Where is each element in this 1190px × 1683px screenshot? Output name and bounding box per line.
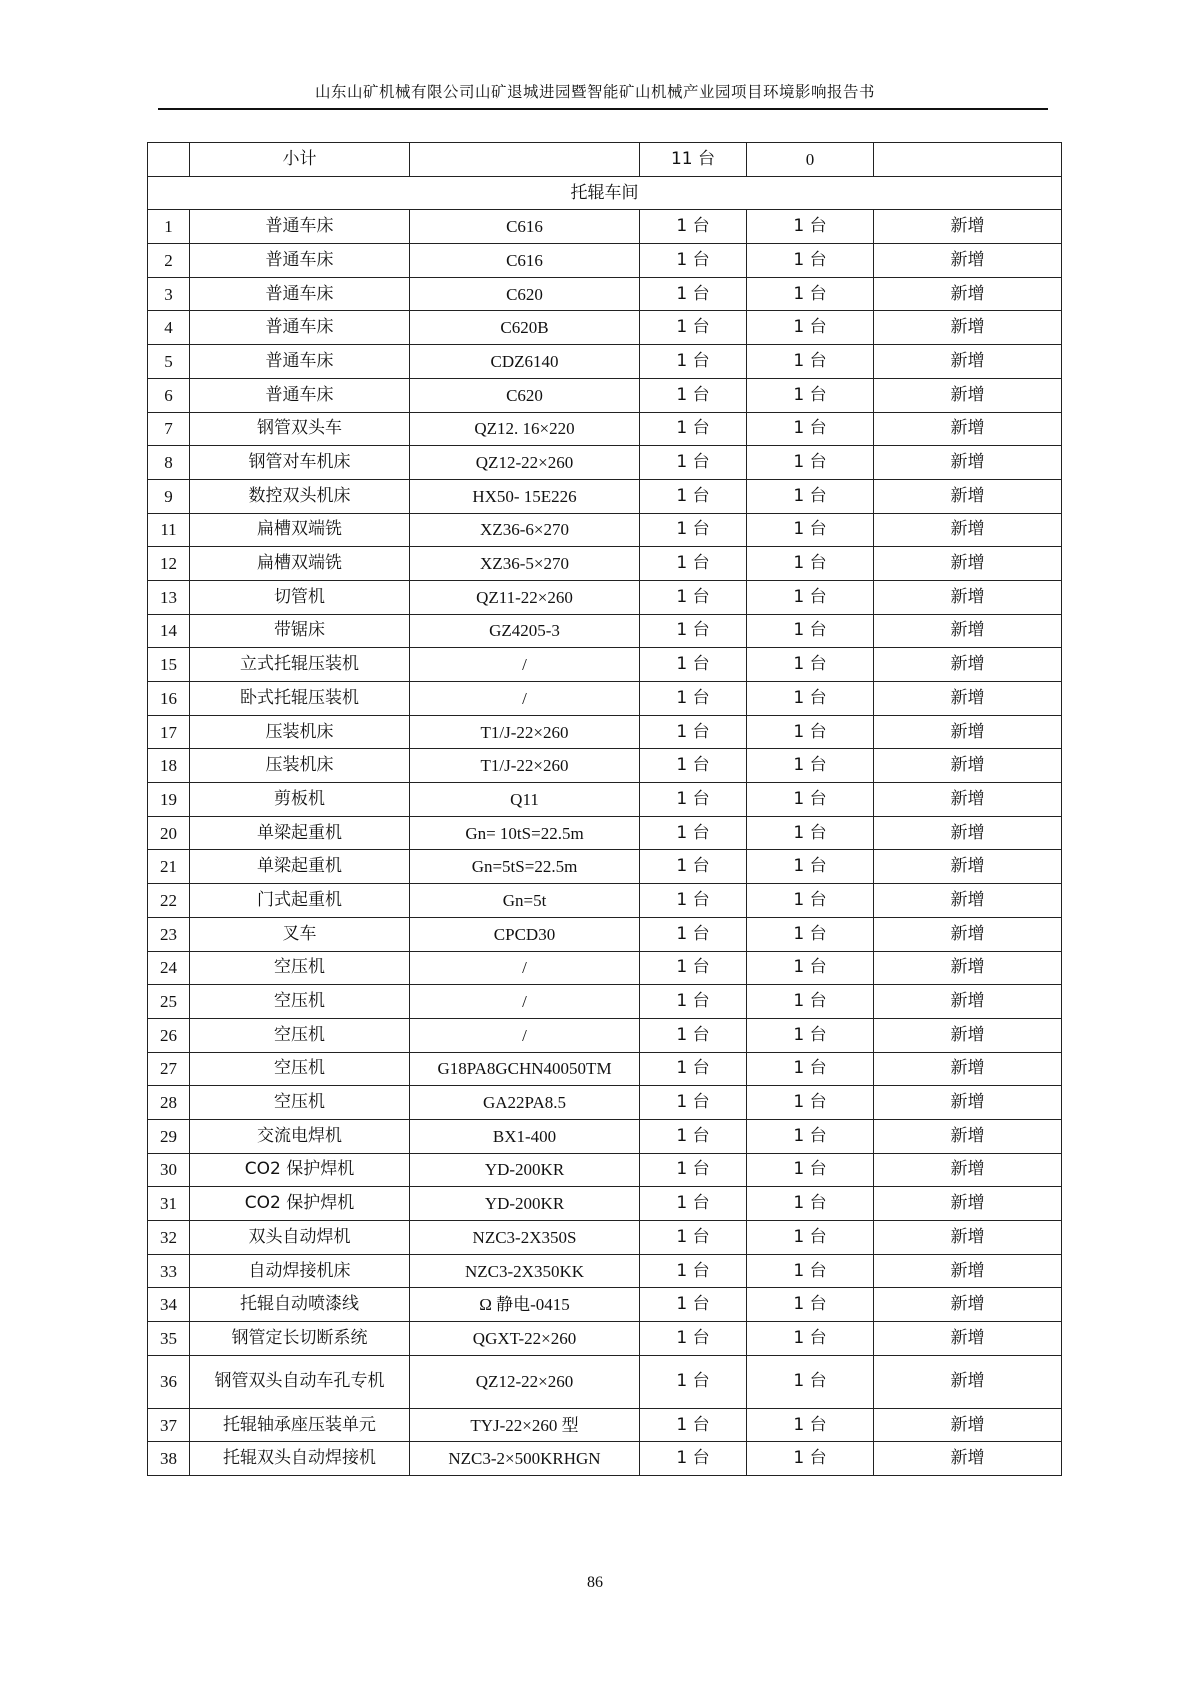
header-rule xyxy=(158,108,1048,110)
equipment-model: GZ4205-3 xyxy=(410,614,640,648)
quantity-existing: 1 台 xyxy=(640,580,747,614)
quantity-new: 1 台 xyxy=(747,345,874,379)
quantity-new: 1 台 xyxy=(747,715,874,749)
equipment-model: QGXT-22×260 xyxy=(410,1322,640,1356)
row-number: 15 xyxy=(148,648,190,682)
row-number: 11 xyxy=(148,513,190,547)
remark: 新增 xyxy=(874,1187,1062,1221)
table-row xyxy=(148,479,1062,513)
quantity-new: 1 台 xyxy=(747,1119,874,1153)
quantity-new: 1 台 xyxy=(747,479,874,513)
quantity-existing: 1 台 xyxy=(640,614,747,648)
equipment-model: / xyxy=(410,648,640,682)
quantity-new: 1 台 xyxy=(747,244,874,278)
remark: 新增 xyxy=(874,614,1062,648)
equipment-name: 双头自动焊机 xyxy=(190,1221,410,1255)
equipment-name: 切管机 xyxy=(190,580,410,614)
row-number: 31 xyxy=(148,1187,190,1221)
row-number: 26 xyxy=(148,1018,190,1052)
equipment-model: Gn=5tS=22.5m xyxy=(410,850,640,884)
table-row xyxy=(148,412,1062,446)
equipment-name: CO2 保护焊机 xyxy=(190,1153,410,1187)
quantity-existing: 1 台 xyxy=(640,1355,747,1408)
quantity-new: 1 台 xyxy=(747,985,874,1019)
table-row xyxy=(148,311,1062,345)
table-row xyxy=(148,1288,1062,1322)
row-number: 16 xyxy=(148,682,190,716)
equipment-model: XZ36-5×270 xyxy=(410,547,640,581)
quantity-existing: 1 台 xyxy=(640,884,747,918)
subtotal-label: 小计 xyxy=(190,143,410,177)
row-number: 28 xyxy=(148,1086,190,1120)
quantity-new: 1 台 xyxy=(747,1052,874,1086)
equipment-name: 叉车 xyxy=(190,917,410,951)
quantity-new: 1 台 xyxy=(747,513,874,547)
equipment-model: BX1-400 xyxy=(410,1119,640,1153)
quantity-existing: 1 台 xyxy=(640,547,747,581)
page-number: 86 xyxy=(587,1574,603,1591)
table-row xyxy=(148,749,1062,783)
equipment-model: XZ36-6×270 xyxy=(410,513,640,547)
equipment-name: 托辊自动喷漆线 xyxy=(190,1288,410,1322)
equipment-model: NZC3-2X350S xyxy=(410,1221,640,1255)
quantity-new: 1 台 xyxy=(747,311,874,345)
equipment-model: CPCD30 xyxy=(410,917,640,951)
quantity-new: 1 台 xyxy=(747,783,874,817)
table-row xyxy=(148,614,1062,648)
quantity-existing: 1 台 xyxy=(640,816,747,850)
quantity-new: 1 台 xyxy=(747,749,874,783)
subtotal-row xyxy=(148,143,1062,177)
quantity-new: 1 台 xyxy=(747,378,874,412)
equipment-name: 钢管双头自动车孔专机 xyxy=(190,1355,410,1408)
equipment-model: QZ12-22×260 xyxy=(410,446,640,480)
equipment-model: G18PA8GCHN40050TM xyxy=(410,1052,640,1086)
remark: 新增 xyxy=(874,580,1062,614)
quantity-existing: 1 台 xyxy=(640,378,747,412)
row-number: 8 xyxy=(148,446,190,480)
row-number: 23 xyxy=(148,917,190,951)
quantity-existing: 1 台 xyxy=(640,1288,747,1322)
equipment-name: 空压机 xyxy=(190,1086,410,1120)
quantity-existing: 1 台 xyxy=(640,1153,747,1187)
quantity-new: 1 台 xyxy=(747,1153,874,1187)
row-number: 29 xyxy=(148,1119,190,1153)
quantity-new: 1 台 xyxy=(747,210,874,244)
row-number: 35 xyxy=(148,1322,190,1356)
equipment-model: TYJ-22×260 型 xyxy=(410,1408,640,1442)
equipment-name: 数控双头机床 xyxy=(190,479,410,513)
equipment-model: Gn= 10tS=22.5m xyxy=(410,816,640,850)
equipment-name: 立式托辊压装机 xyxy=(190,648,410,682)
table-row xyxy=(148,1442,1062,1476)
document-header-title: 山东山矿机械有限公司山矿退城进园暨智能矿山机械产业园项目环境影响报告书 xyxy=(314,83,875,101)
quantity-existing: 1 台 xyxy=(640,850,747,884)
quantity-existing: 1 台 xyxy=(640,345,747,379)
quantity-existing: 1 台 xyxy=(640,1322,747,1356)
remark: 新增 xyxy=(874,715,1062,749)
table-row xyxy=(148,244,1062,278)
table-row xyxy=(148,850,1062,884)
table-row xyxy=(148,446,1062,480)
equipment-name: 普通车床 xyxy=(190,277,410,311)
row-number: 14 xyxy=(148,614,190,648)
quantity-new: 1 台 xyxy=(747,850,874,884)
table-row xyxy=(148,917,1062,951)
equipment-name: 钢管对车机床 xyxy=(190,446,410,480)
table-row xyxy=(148,1119,1062,1153)
quantity-new: 1 台 xyxy=(747,951,874,985)
remark: 新增 xyxy=(874,884,1062,918)
quantity-existing: 1 台 xyxy=(640,479,747,513)
equipment-name: 扁槽双端铣 xyxy=(190,513,410,547)
table-row xyxy=(148,378,1062,412)
equipment-model: GA22PA8.5 xyxy=(410,1086,640,1120)
table-row xyxy=(148,1254,1062,1288)
equipment-name: 空压机 xyxy=(190,1052,410,1086)
equipment-model: / xyxy=(410,985,640,1019)
row-number: 25 xyxy=(148,985,190,1019)
equipment-name: 单梁起重机 xyxy=(190,850,410,884)
remark: 新增 xyxy=(874,682,1062,716)
row-number: 36 xyxy=(148,1355,190,1408)
row-number: 24 xyxy=(148,951,190,985)
table-row xyxy=(148,648,1062,682)
row-number: 27 xyxy=(148,1052,190,1086)
table-row xyxy=(148,884,1062,918)
table-row xyxy=(148,580,1062,614)
quantity-existing: 1 台 xyxy=(640,412,747,446)
row-number: 30 xyxy=(148,1153,190,1187)
row-number: 32 xyxy=(148,1221,190,1255)
quantity-existing: 1 台 xyxy=(640,783,747,817)
row-number: 21 xyxy=(148,850,190,884)
quantity-new: 1 台 xyxy=(747,648,874,682)
row-number: 6 xyxy=(148,378,190,412)
quantity-new: 1 台 xyxy=(747,277,874,311)
equipment-model: NZC3-2×500KRHGN xyxy=(410,1442,640,1476)
subtotal-model xyxy=(410,143,640,177)
quantity-existing: 1 台 xyxy=(640,951,747,985)
quantity-new: 1 台 xyxy=(747,884,874,918)
equipment-model: YD-200KR xyxy=(410,1153,640,1187)
equipment-name: 带锯床 xyxy=(190,614,410,648)
quantity-existing: 1 台 xyxy=(640,244,747,278)
table-row xyxy=(148,547,1062,581)
quantity-new: 1 台 xyxy=(747,446,874,480)
row-number: 37 xyxy=(148,1408,190,1442)
equipment-name: 普通车床 xyxy=(190,345,410,379)
row-number: 7 xyxy=(148,412,190,446)
table-row xyxy=(148,513,1062,547)
table-row xyxy=(148,210,1062,244)
remark: 新增 xyxy=(874,345,1062,379)
equipment-model: Ω 静电-0415 xyxy=(410,1288,640,1322)
table-row xyxy=(148,1355,1062,1408)
equipment-name: 托辊轴承座压装单元 xyxy=(190,1408,410,1442)
row-number: 33 xyxy=(148,1254,190,1288)
equipment-name: 普通车床 xyxy=(190,210,410,244)
row-number: 20 xyxy=(148,816,190,850)
quantity-new: 1 台 xyxy=(747,1322,874,1356)
remark: 新增 xyxy=(874,1018,1062,1052)
row-number: 34 xyxy=(148,1288,190,1322)
quantity-existing: 1 台 xyxy=(640,513,747,547)
equipment-name: 单梁起重机 xyxy=(190,816,410,850)
row-number: 22 xyxy=(148,884,190,918)
equipment-model: / xyxy=(410,1018,640,1052)
row-number: 9 xyxy=(148,479,190,513)
equipment-table-body xyxy=(148,143,1062,1476)
table-row xyxy=(148,1408,1062,1442)
equipment-name: 空压机 xyxy=(190,985,410,1019)
quantity-new: 1 台 xyxy=(747,1187,874,1221)
quantity-new: 1 台 xyxy=(747,1086,874,1120)
remark: 新增 xyxy=(874,850,1062,884)
remark: 新增 xyxy=(874,1442,1062,1476)
table-row xyxy=(148,1052,1062,1086)
equipment-model: T1/J-22×260 xyxy=(410,715,640,749)
quantity-existing: 1 台 xyxy=(640,1221,747,1255)
equipment-model: QZ12-22×260 xyxy=(410,1355,640,1408)
table-row xyxy=(148,1187,1062,1221)
quantity-existing: 1 台 xyxy=(640,1442,747,1476)
quantity-existing: 1 台 xyxy=(640,1254,747,1288)
section-title: 托辊车间 xyxy=(148,176,1062,210)
remark: 新增 xyxy=(874,479,1062,513)
quantity-existing: 1 台 xyxy=(640,1052,747,1086)
remark: 新增 xyxy=(874,446,1062,480)
table-row xyxy=(148,277,1062,311)
remark: 新增 xyxy=(874,547,1062,581)
table-row xyxy=(148,951,1062,985)
equipment-model: C616 xyxy=(410,244,640,278)
quantity-existing: 1 台 xyxy=(640,1119,747,1153)
equipment-name: 交流电焊机 xyxy=(190,1119,410,1153)
equipment-model: YD-200KR xyxy=(410,1187,640,1221)
quantity-existing: 1 台 xyxy=(640,210,747,244)
quantity-new: 1 台 xyxy=(747,1254,874,1288)
table-row xyxy=(148,783,1062,817)
quantity-new: 1 台 xyxy=(747,614,874,648)
remark: 新增 xyxy=(874,783,1062,817)
quantity-new: 1 台 xyxy=(747,1408,874,1442)
quantity-new: 1 台 xyxy=(747,816,874,850)
equipment-model: C620 xyxy=(410,277,640,311)
remark: 新增 xyxy=(874,244,1062,278)
equipment-name: 钢管双头车 xyxy=(190,412,410,446)
equipment-model: C620B xyxy=(410,311,640,345)
row-number: 13 xyxy=(148,580,190,614)
row-number: 2 xyxy=(148,244,190,278)
quantity-existing: 1 台 xyxy=(640,311,747,345)
remark: 新增 xyxy=(874,749,1062,783)
quantity-new: 1 台 xyxy=(747,580,874,614)
remark: 新增 xyxy=(874,648,1062,682)
row-number: 18 xyxy=(148,749,190,783)
remark: 新增 xyxy=(874,1221,1062,1255)
quantity-existing: 1 台 xyxy=(640,715,747,749)
table-row xyxy=(148,1153,1062,1187)
remark: 新增 xyxy=(874,1119,1062,1153)
equipment-name: 自动焊接机床 xyxy=(190,1254,410,1288)
subtotal-note xyxy=(874,143,1062,177)
equipment-model: CDZ6140 xyxy=(410,345,640,379)
equipment-model: QZ12. 16×220 xyxy=(410,412,640,446)
quantity-new: 1 台 xyxy=(747,412,874,446)
remark: 新增 xyxy=(874,1052,1062,1086)
equipment-model: Gn=5t xyxy=(410,884,640,918)
quantity-existing: 1 台 xyxy=(640,749,747,783)
table-row xyxy=(148,1018,1062,1052)
remark: 新增 xyxy=(874,985,1062,1019)
equipment-name: 空压机 xyxy=(190,951,410,985)
remark: 新增 xyxy=(874,412,1062,446)
quantity-new: 1 台 xyxy=(747,682,874,716)
equipment-model: T1/J-22×260 xyxy=(410,749,640,783)
quantity-new: 1 台 xyxy=(747,1221,874,1255)
row-number: 4 xyxy=(148,311,190,345)
remark: 新增 xyxy=(874,1254,1062,1288)
quantity-new: 1 台 xyxy=(747,1442,874,1476)
remark: 新增 xyxy=(874,816,1062,850)
equipment-model: Q11 xyxy=(410,783,640,817)
equipment-name: 压装机床 xyxy=(190,749,410,783)
quantity-existing: 1 台 xyxy=(640,1187,747,1221)
equipment-model: HX50- 15E226 xyxy=(410,479,640,513)
quantity-new: 1 台 xyxy=(747,1355,874,1408)
equipment-name: 门式起重机 xyxy=(190,884,410,918)
equipment-model: QZ11-22×260 xyxy=(410,580,640,614)
table-row xyxy=(148,1322,1062,1356)
quantity-existing: 1 台 xyxy=(640,682,747,716)
equipment-name: 钢管定长切断系统 xyxy=(190,1322,410,1356)
subtotal-qty2: 0 xyxy=(747,143,874,177)
remark: 新增 xyxy=(874,378,1062,412)
equipment-model: C620 xyxy=(410,378,640,412)
remark: 新增 xyxy=(874,951,1062,985)
quantity-existing: 1 台 xyxy=(640,1408,747,1442)
remark: 新增 xyxy=(874,513,1062,547)
equipment-name: 普通车床 xyxy=(190,311,410,345)
quantity-new: 1 台 xyxy=(747,1018,874,1052)
equipment-name: 普通车床 xyxy=(190,244,410,278)
quantity-new: 1 台 xyxy=(747,917,874,951)
quantity-existing: 1 台 xyxy=(640,277,747,311)
row-number: 3 xyxy=(148,277,190,311)
quantity-new: 1 台 xyxy=(747,1288,874,1322)
remark: 新增 xyxy=(874,210,1062,244)
remark: 新增 xyxy=(874,1086,1062,1120)
remark: 新增 xyxy=(874,917,1062,951)
quantity-existing: 1 台 xyxy=(640,985,747,1019)
quantity-new: 1 台 xyxy=(747,547,874,581)
quantity-existing: 1 台 xyxy=(640,648,747,682)
remark: 新增 xyxy=(874,311,1062,345)
equipment-model: / xyxy=(410,951,640,985)
remark: 新增 xyxy=(874,1408,1062,1442)
section-row xyxy=(148,176,1062,210)
table-row xyxy=(148,985,1062,1019)
row-number: 5 xyxy=(148,345,190,379)
equipment-name: CO2 保护焊机 xyxy=(190,1187,410,1221)
row-number: 38 xyxy=(148,1442,190,1476)
quantity-existing: 1 台 xyxy=(640,446,747,480)
row-number: 17 xyxy=(148,715,190,749)
quantity-existing: 1 台 xyxy=(640,917,747,951)
equipment-model: NZC3-2X350KK xyxy=(410,1254,640,1288)
quantity-existing: 1 台 xyxy=(640,1018,747,1052)
remark: 新增 xyxy=(874,277,1062,311)
equipment-model: C616 xyxy=(410,210,640,244)
equipment-name: 扁槽双端铣 xyxy=(190,547,410,581)
remark: 新增 xyxy=(874,1153,1062,1187)
table-row xyxy=(148,1221,1062,1255)
equipment-model: / xyxy=(410,682,640,716)
equipment-name: 剪板机 xyxy=(190,783,410,817)
row-number: 12 xyxy=(148,547,190,581)
equipment-name: 空压机 xyxy=(190,1018,410,1052)
remark: 新增 xyxy=(874,1288,1062,1322)
equipment-table xyxy=(147,142,1062,1476)
row-number: 19 xyxy=(148,783,190,817)
table-row xyxy=(148,345,1062,379)
table-row xyxy=(148,682,1062,716)
table-row xyxy=(148,1086,1062,1120)
remark: 新增 xyxy=(874,1322,1062,1356)
subtotal-no-cell xyxy=(148,143,190,177)
quantity-existing: 1 台 xyxy=(640,1086,747,1120)
equipment-name: 压装机床 xyxy=(190,715,410,749)
equipment-name: 托辊双头自动焊接机 xyxy=(190,1442,410,1476)
table-row xyxy=(148,715,1062,749)
equipment-name: 普通车床 xyxy=(190,378,410,412)
equipment-name: 卧式托辊压装机 xyxy=(190,682,410,716)
row-number: 1 xyxy=(148,210,190,244)
remark: 新增 xyxy=(874,1355,1062,1408)
table-row xyxy=(148,816,1062,850)
subtotal-qty1: 11 台 xyxy=(640,143,747,177)
